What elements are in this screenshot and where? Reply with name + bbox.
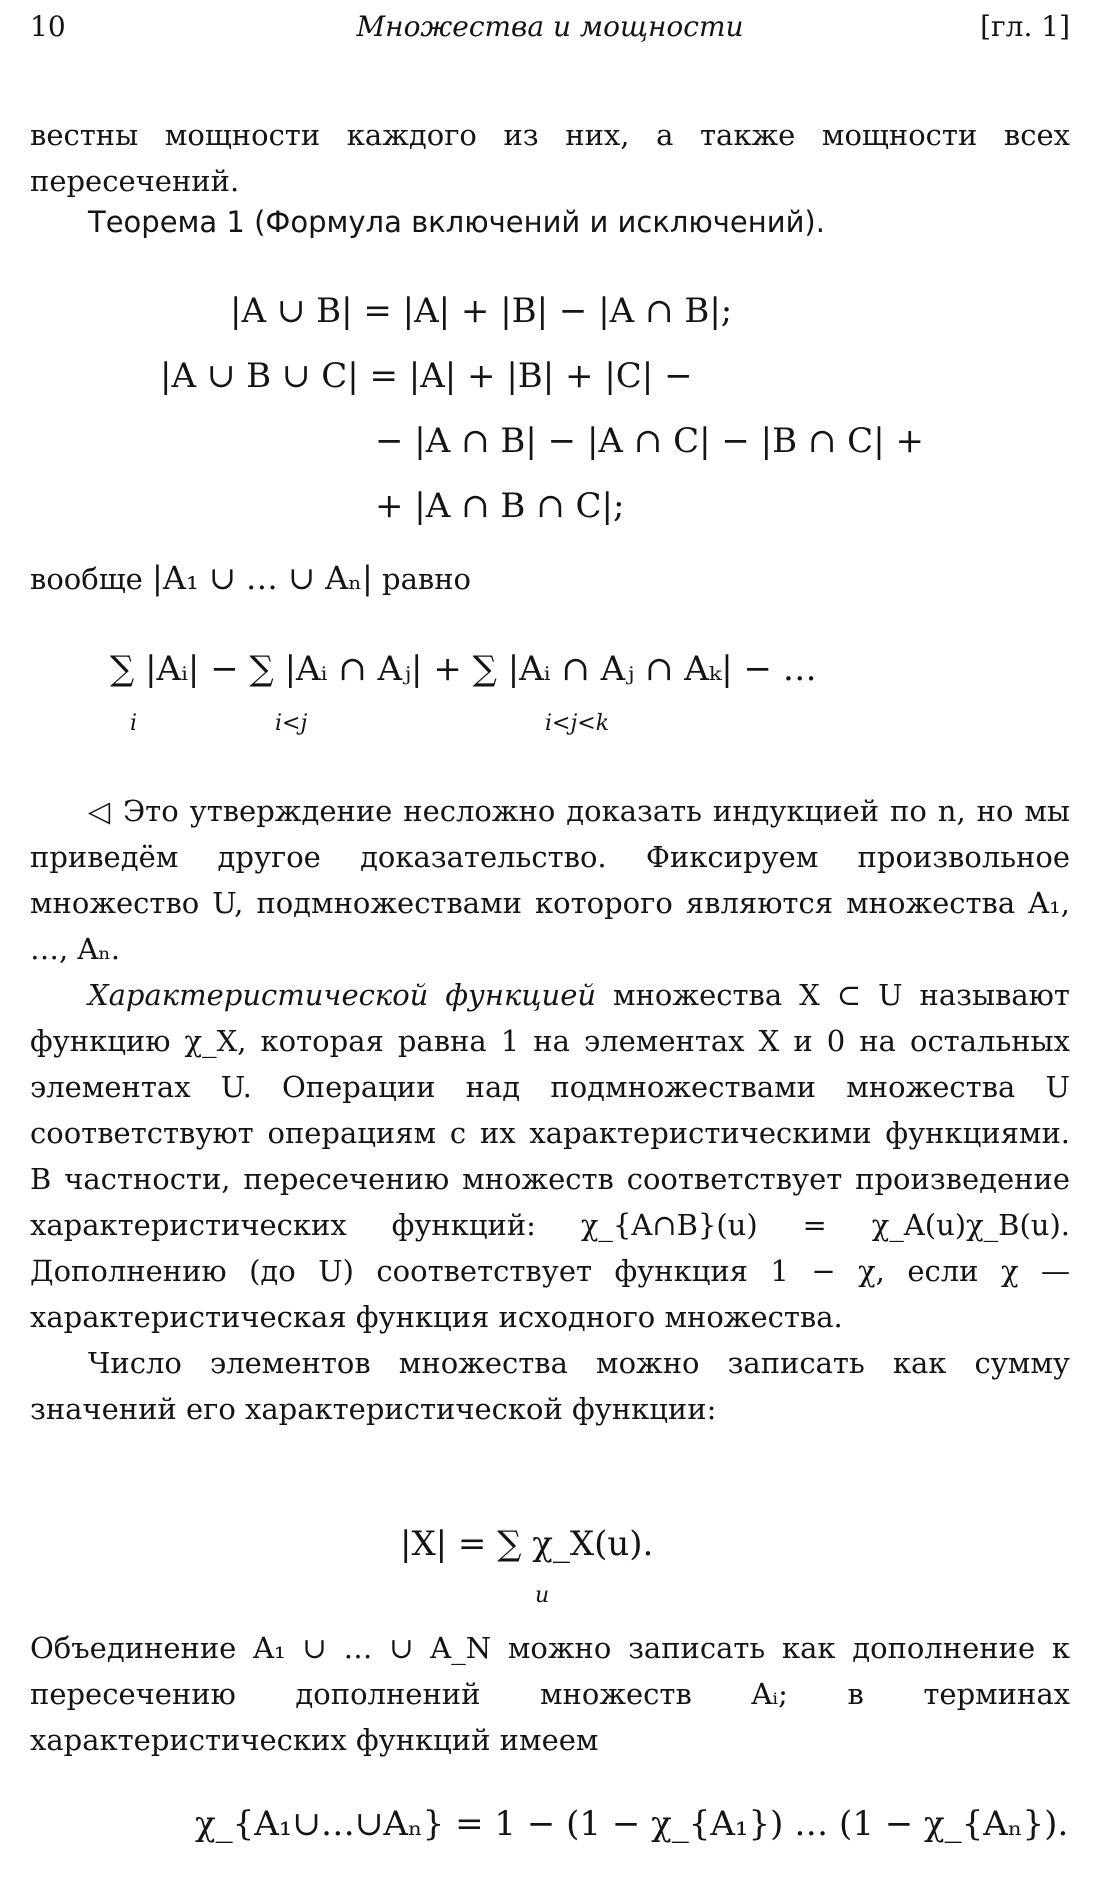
general-statement: вообще |A₁ ∪ … ∪ Aₙ| равно bbox=[30, 559, 471, 597]
sum-index-3: i<j<k bbox=[545, 711, 610, 736]
running-title: Множества и мощности bbox=[356, 10, 744, 43]
paragraph-intro: вестны мощности каждого из них, а также мощности всех пересечений. bbox=[30, 118, 1070, 198]
formula-characteristic-union bbox=[30, 1790, 1070, 1860]
formula-line-1: |A ∪ B| = |A| + |B| − |A ∩ B|; bbox=[230, 291, 733, 331]
formula-general-sum bbox=[30, 635, 1070, 745]
formula-line-4: + |A ∩ B ∩ C|; bbox=[375, 486, 625, 526]
page-header bbox=[30, 10, 1070, 50]
proof-section bbox=[30, 788, 1070, 1432]
proof-paragraph-3: Число элементов множества можно записать как сумму значений его характеристической функции: bbox=[30, 1346, 1070, 1426]
formula-cardinality-sum bbox=[30, 1510, 1070, 1620]
proof-paragraph-2: Характеристической функцией множества X ⊂ U называют функцию χ_X, которая равна 1 на элементах X и 0 на остальных элементах U. Операции над подмножествами множества U соответствуют операциям с их характеристическими функциями. В частности, пересечению множеств соответствует произведение характеристических функций: χ_{A∩B}(u) = χ_A(u)χ_B(u). Дополнению (до U) соответствует функция 1 − χ, если χ — характеристическая функция исходного множества. bbox=[30, 978, 1070, 1334]
cardinality-expression: |X| = ∑ χ_X(u). bbox=[400, 1524, 654, 1564]
theorem-heading: Теорема 1 (Формула включений и исключений). bbox=[88, 205, 825, 239]
characteristic-union-expression: χ_{A₁∪…∪Aₙ} = 1 − (1 − χ_{A₁}) … (1 − χ_{Aₙ}). bbox=[195, 1804, 1069, 1844]
page-number: 10 bbox=[30, 10, 66, 43]
formula-line-3: − |A ∩ B| − |A ∩ C| − |B ∩ C| + bbox=[375, 421, 924, 461]
formula-line-2: |A ∪ B ∪ C| = |A| + |B| + |C| − bbox=[160, 356, 693, 396]
sum-index-1: i bbox=[130, 711, 138, 736]
proof-paragraph-1: ◁ Это утверждение несложно доказать индукцией по n, но мы приведём другое доказательство. Фиксируем произвольное множество U, подмножествами которого являются множества A₁, …, Aₙ. bbox=[30, 794, 1070, 966]
sum-index-u: u bbox=[535, 1583, 550, 1608]
general-sum-expression: ∑ |Aᵢ| − ∑ |Aᵢ ∩ Aⱼ| + ∑ |Aᵢ ∩ Aⱼ ∩ Aₖ| − … bbox=[110, 649, 817, 689]
union-paragraph: Объединение A₁ ∪ … ∪ A_N можно записать как дополнение к пересечению дополнений множеств Aᵢ; в терминах характеристических функций имеем bbox=[30, 1631, 1070, 1757]
formula-inclusion-exclusion bbox=[30, 280, 1070, 530]
defined-term: Характеристической функцией bbox=[88, 978, 597, 1012]
sum-index-2: i<j bbox=[275, 711, 308, 736]
chapter-label: [гл. 1] bbox=[980, 10, 1070, 43]
